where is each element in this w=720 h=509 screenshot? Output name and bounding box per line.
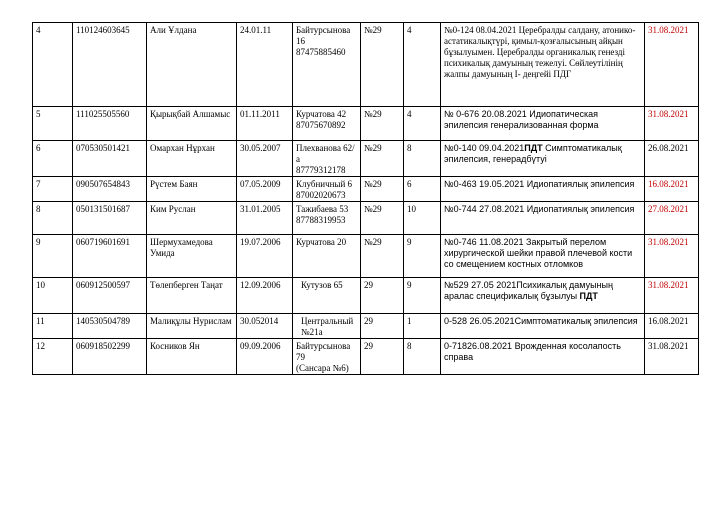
address-cell [293, 23, 361, 107]
row-number: 4 [33, 23, 73, 107]
row-number: 9 [33, 235, 73, 278]
school-cell: №29 [361, 107, 404, 141]
table-row [33, 235, 699, 278]
school-cell: №29 [361, 141, 404, 177]
iin-cell: 060719601691 [73, 235, 147, 278]
table-row [33, 107, 699, 141]
address-text: Центральный [301, 316, 354, 326]
iin-cell: 111025505560 [73, 107, 147, 141]
diagnosis-cell: № 0-676 20.08.2021 Идиопатическая эпилепсия генерализованная форма [441, 107, 645, 141]
diagnosis-text: №0-140 09.04.2021 [444, 143, 525, 153]
birth-date-cell: 24.01.11 [237, 23, 293, 107]
table-row [33, 177, 699, 202]
date-cell: 31.08.2021 [645, 107, 699, 141]
grade-cell: 4 [404, 107, 441, 141]
address-text: Байтурсынова 16 [296, 25, 351, 46]
diagnosis-text: №529 27.05 2021Психикалық дамуының аралас спецификалық бұзылуы [444, 280, 613, 301]
phone-text: 87779312178 [296, 165, 346, 175]
address-text: Тажибаева 53 [296, 204, 349, 214]
address-text: Клубничный 6 [296, 179, 353, 189]
phone-text: 87075670892 [296, 120, 346, 130]
grade-cell: 10 [404, 202, 441, 235]
name-cell: Ким Руслан [147, 202, 237, 235]
birth-date-cell: 30.052014 [237, 314, 293, 339]
diagnosis-cell: №0-746 11.08.2021 Закрытый перелом хирургической шейки правой плечевой кости со смещением костных отломков [441, 235, 645, 278]
birth-date-cell: 01.11.2011 [237, 107, 293, 141]
grade-cell: 1 [404, 314, 441, 339]
address-cell [293, 107, 361, 141]
birth-date-cell: 19.07.2006 [237, 235, 293, 278]
pdt-mark: ПДТ [524, 143, 543, 153]
diagnosis-cell: 0-71826.08.2021 Врожденная косолапость справа [441, 339, 645, 375]
row-number: 10 [33, 278, 73, 314]
date-cell: 31.08.2021 [645, 339, 699, 375]
date-cell: 16.08.2021 [645, 177, 699, 202]
name-cell: Омархан Нұрхан [147, 141, 237, 177]
grade-cell: 9 [404, 278, 441, 314]
iin-cell: 060918502299 [73, 339, 147, 375]
address-cell [293, 314, 361, 339]
table-row [33, 278, 699, 314]
phone-text: 87002020673 [296, 190, 346, 200]
address-number: №21а [301, 327, 323, 337]
table-row [33, 339, 699, 375]
address-text: Курчатова 42 [296, 109, 347, 119]
table-row [33, 141, 699, 177]
address-cell [293, 177, 361, 202]
school-cell: №29 [361, 235, 404, 278]
diagnosis-text-rest: Симптоматикалық эпилепсия, генерадбүтуі [444, 143, 622, 164]
address-text: Плехванова 62/а [296, 143, 355, 164]
school-cell: №29 [361, 23, 404, 107]
date-cell: 27.08.2021 [645, 202, 699, 235]
row-number: 8 [33, 202, 73, 235]
birth-date-cell: 31.01.2005 [237, 202, 293, 235]
diagnosis-cell: №0-463 19.05.2021 Идиопатиялық эпилепсия [441, 177, 645, 202]
address-cell [293, 202, 361, 235]
row-number: 11 [33, 314, 73, 339]
table-row [33, 314, 699, 339]
name-cell: Қырықбай Алшамыс [147, 107, 237, 141]
pdt-mark: ПДТ [579, 291, 598, 301]
birth-date-cell: 12.09.2006 [237, 278, 293, 314]
phone-text: 87475885460 [296, 47, 346, 57]
iin-cell: 090507654843 [73, 177, 147, 202]
iin-cell: 070530501421 [73, 141, 147, 177]
address-note: (Сансара №6) [296, 363, 349, 373]
address-cell: Кутузов 65 [293, 278, 361, 314]
address-text: Байтурсынова 79 [296, 341, 351, 362]
diagnosis-cell: №0-124 08.04.2021 Церебралды салдану, атонико-астатикалықтүрі, қимыл-қозғалысының айқын бұзылуымен. Церебралды органикалық генезді психикалық дамуының тежелуі. Сөйлеутілінің жалпы дамуының І- деңгейі ПДГ [441, 23, 645, 107]
patients-table [32, 22, 699, 375]
school-cell: 29 [361, 339, 404, 375]
name-cell: Косников Ян [147, 339, 237, 375]
date-cell: 16.08.2021 [645, 314, 699, 339]
school-cell: 29 [361, 278, 404, 314]
name-cell: Шермухамедова Умида [147, 235, 237, 278]
row-number: 7 [33, 177, 73, 202]
address-cell [293, 141, 361, 177]
date-cell: 31.08.2021 [645, 278, 699, 314]
iin-cell: 050131501687 [73, 202, 147, 235]
school-cell: №29 [361, 177, 404, 202]
date-cell: 31.08.2021 [645, 23, 699, 107]
grade-cell: 9 [404, 235, 441, 278]
row-number: 6 [33, 141, 73, 177]
diagnosis-cell [441, 278, 645, 314]
grade-cell: 4 [404, 23, 441, 107]
table-row [33, 202, 699, 235]
birth-date-cell: 07.05.2009 [237, 177, 293, 202]
grade-cell: 6 [404, 177, 441, 202]
name-cell: Рүстем Баян [147, 177, 237, 202]
birth-date-cell: 09.09.2006 [237, 339, 293, 375]
phone-text: 87788319953 [296, 215, 346, 225]
date-cell: 31.08.2021 [645, 235, 699, 278]
row-number: 5 [33, 107, 73, 141]
diagnosis-cell: №0-744 27.08.2021 Идиопатиялық эпилепсия [441, 202, 645, 235]
row-number: 12 [33, 339, 73, 375]
name-cell: Төлепберген Таңат [147, 278, 237, 314]
table-row [33, 23, 699, 107]
grade-cell: 8 [404, 339, 441, 375]
iin-cell: 140530504789 [73, 314, 147, 339]
address-cell [293, 339, 361, 375]
diagnosis-cell: 0-528 26.05.2021Симптоматикалық эпилепсия [441, 314, 645, 339]
name-cell: Малиқұлы Нурислам [147, 314, 237, 339]
grade-cell: 8 [404, 141, 441, 177]
iin-cell: 060912500597 [73, 278, 147, 314]
school-cell: 29 [361, 314, 404, 339]
school-cell: №29 [361, 202, 404, 235]
address-cell: Курчатова 20 [293, 235, 361, 278]
name-cell: Али Ұлдана [147, 23, 237, 107]
iin-cell: 110124603645 [73, 23, 147, 107]
diagnosis-cell [441, 141, 645, 177]
birth-date-cell: 30.05.2007 [237, 141, 293, 177]
date-cell: 26.08.2021 [645, 141, 699, 177]
